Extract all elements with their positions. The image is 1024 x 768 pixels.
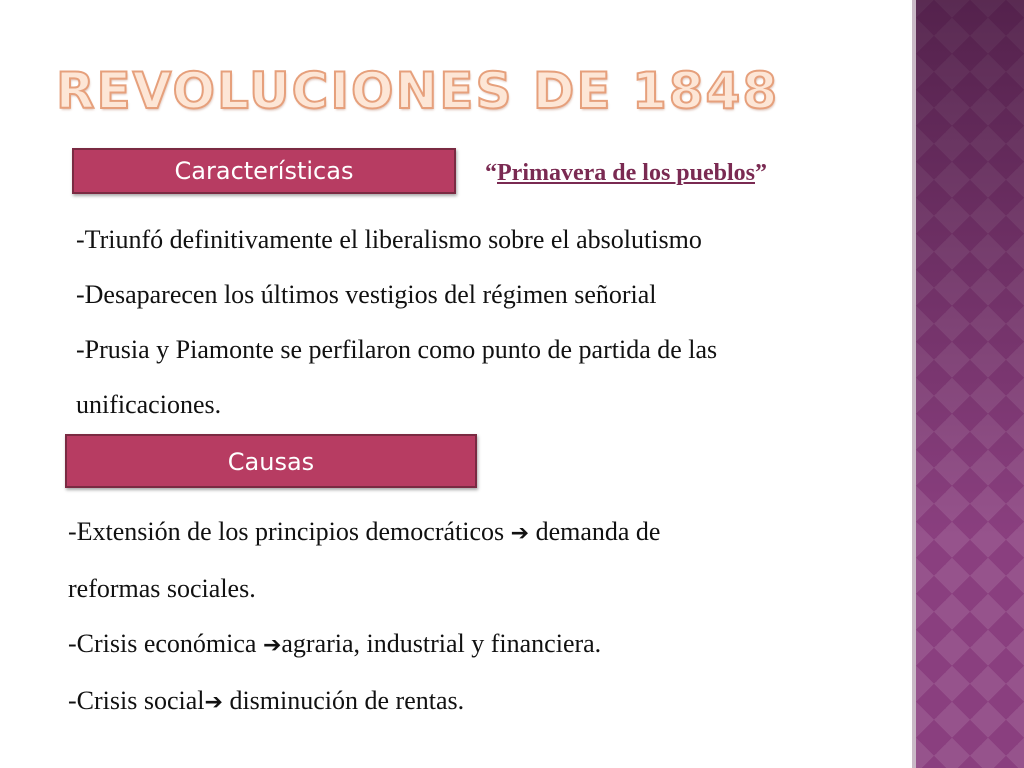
causa-text: demanda de [529,517,661,546]
right-arrow-icon: ➔ [510,521,530,546]
caracteristica-line: -Triunfó definitivamente el liberalismo sobre el absolutismo [76,225,702,254]
quote-close-mark: ” [755,160,767,186]
caracteristica-line: unificaciones. [76,390,222,419]
causas-list [68,504,888,730]
caracteristicas-label: Características [174,157,354,185]
right-arrow-icon: ➔ [262,633,282,658]
causa-text: -Crisis social [68,686,205,715]
caracteristicas-list [76,212,876,432]
caracteristica-line: -Desaparecen los últimos vestigios del régimen señorial [76,280,657,309]
caracteristica-line: -Prusia y Piamonte se perfilaron como punto de partida de las [76,335,718,364]
causa-line: reformas sociales. [68,574,256,603]
slide-title: REVOLUCIONES DE 1848 [56,62,780,120]
causa-text: disminución de rentas. [222,686,465,715]
causas-label-box [65,434,477,488]
causa-text: agraria, industrial y financiera. [281,629,602,658]
primavera-link[interactable]: Primavera de los pueblos [497,160,755,186]
causa-text: -Crisis económica [68,629,263,658]
causa-line [68,504,888,561]
causa-text: -Extensión de los principios democráticos [68,517,511,546]
causa-line [68,616,888,673]
quote-open-mark: “ [485,160,497,186]
primavera-quote [485,160,767,187]
causa-line [68,673,888,730]
caracteristicas-label-box [72,148,456,194]
causas-label: Causas [227,448,315,476]
right-arrow-icon: ➔ [204,690,223,715]
decorative-side-band [912,0,1024,768]
